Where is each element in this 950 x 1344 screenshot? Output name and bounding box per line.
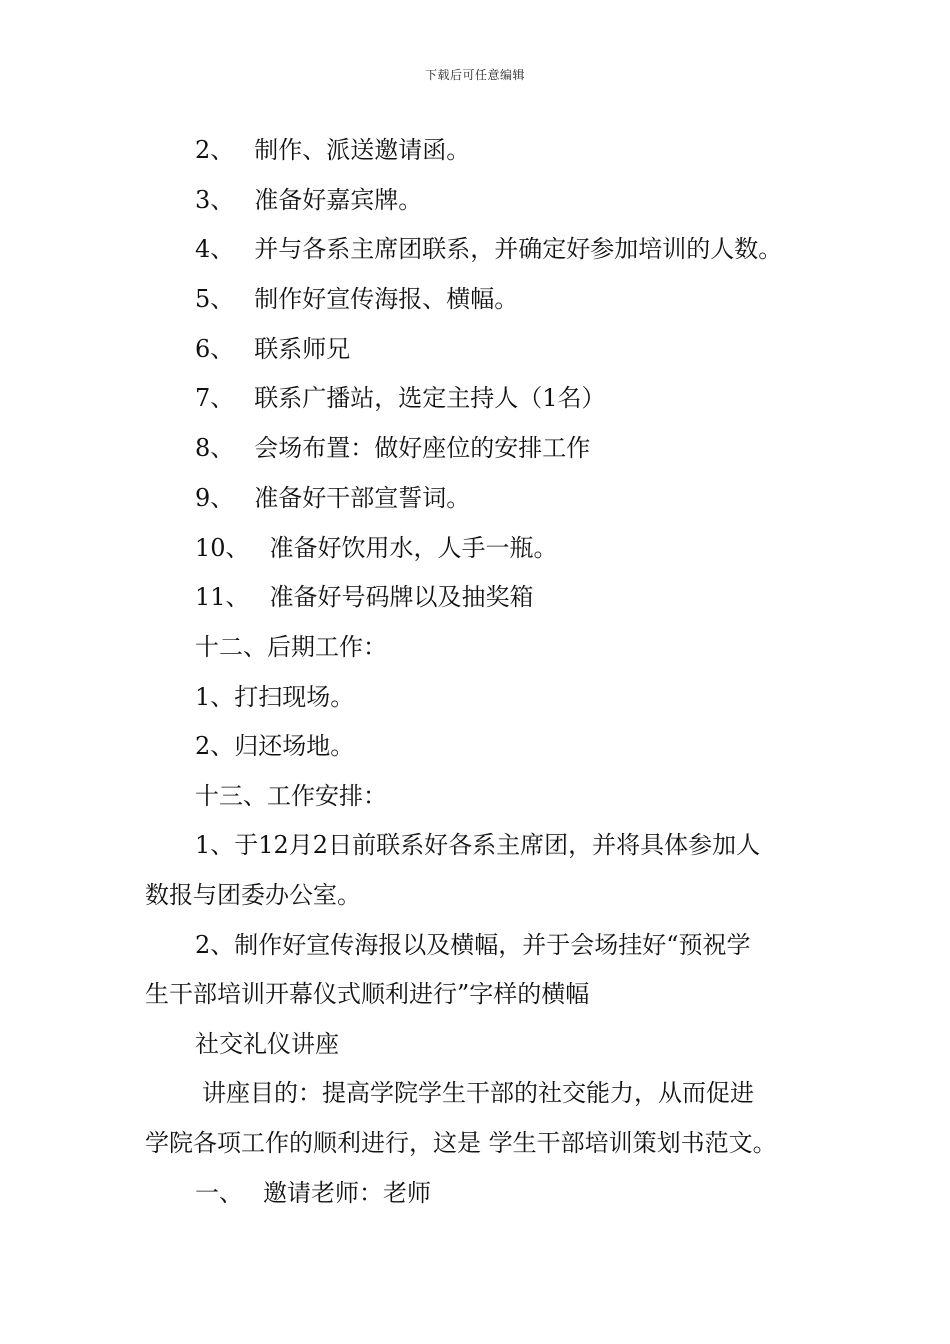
- section13-paragraph-1-line-2: 数报与团委办公室。: [145, 881, 361, 909]
- list-item-text: 准备好号码牌以及抽奖箱: [269, 583, 534, 611]
- list-item: [195, 185, 422, 215]
- list-item-text: 准备好饮用水，人手一瓶。: [269, 534, 558, 562]
- list-item: [195, 135, 470, 165]
- list-item: [195, 483, 470, 513]
- list-item: [195, 284, 518, 314]
- section13-paragraph-2-line-1: 2、制作好宣传海报以及横幅，并于会场挂好“预祝学: [195, 931, 751, 959]
- section12-item: 1、打扫现场。: [195, 683, 355, 711]
- list-item: [195, 334, 350, 364]
- list-item: [195, 383, 606, 413]
- list-item-number: 3、: [195, 186, 235, 214]
- lecture-purpose-line-1: 讲座目的：提高学院学生干部的社交能力，从而促进: [202, 1079, 754, 1107]
- section-heading-13: 十三、工作安排：: [195, 782, 387, 810]
- list-item-text: 制作好宣传海报、横幅。: [254, 285, 519, 313]
- list-item: [195, 533, 558, 563]
- list-item-number: 2、: [195, 136, 235, 164]
- page-header: 下载后可任意编辑: [424, 68, 525, 82]
- list-item-text: 联系广播站，选定主持人（1名）: [254, 384, 606, 412]
- list-item-number: 10、: [195, 534, 250, 562]
- list-item-number: 7、: [195, 384, 235, 412]
- list-item-number: 9、: [195, 484, 235, 512]
- section13-paragraph-1-line-1: 1、于12月2日前联系好各系主席团，并将具体参加人: [195, 831, 761, 859]
- lecture-invite-number: 一、: [195, 1179, 243, 1207]
- lecture-invite: [195, 1178, 431, 1208]
- list-item-text: 制作、派送邀请函。: [254, 136, 471, 164]
- list-item-text: 会场布置：做好座位的安排工作: [254, 434, 591, 462]
- section13-paragraph-2-line-2: 生干部培训开幕仪式顺利进行”字样的横幅: [145, 980, 590, 1008]
- lecture-purpose-line-2: 学院各项工作的顺利进行，这是 学生干部培训策划书范文。: [145, 1129, 777, 1157]
- lecture-invite-text: 邀请老师：老师: [263, 1179, 431, 1207]
- list-item-text: 准备好干部宣誓词。: [254, 484, 471, 512]
- list-item-number: 5、: [195, 285, 235, 313]
- list-item: [195, 433, 590, 463]
- list-item: [195, 582, 534, 612]
- lecture-title: 社交礼仪讲座: [195, 1030, 339, 1058]
- list-item-number: 6、: [195, 335, 235, 363]
- list-item-text: 并与各系主席团联系，并确定好参加培训的人数。: [254, 235, 783, 263]
- section-heading-12: 十二、后期工作：: [195, 633, 387, 661]
- list-item-number: 8、: [195, 434, 235, 462]
- list-item: [195, 234, 782, 264]
- list-item-text: 联系师兄: [254, 335, 351, 363]
- list-item-number: 11、: [195, 583, 250, 611]
- section12-item: 2、归还场地。: [195, 732, 355, 760]
- list-item-text: 准备好嘉宾牌。: [254, 186, 423, 214]
- list-item-number: 4、: [195, 235, 235, 263]
